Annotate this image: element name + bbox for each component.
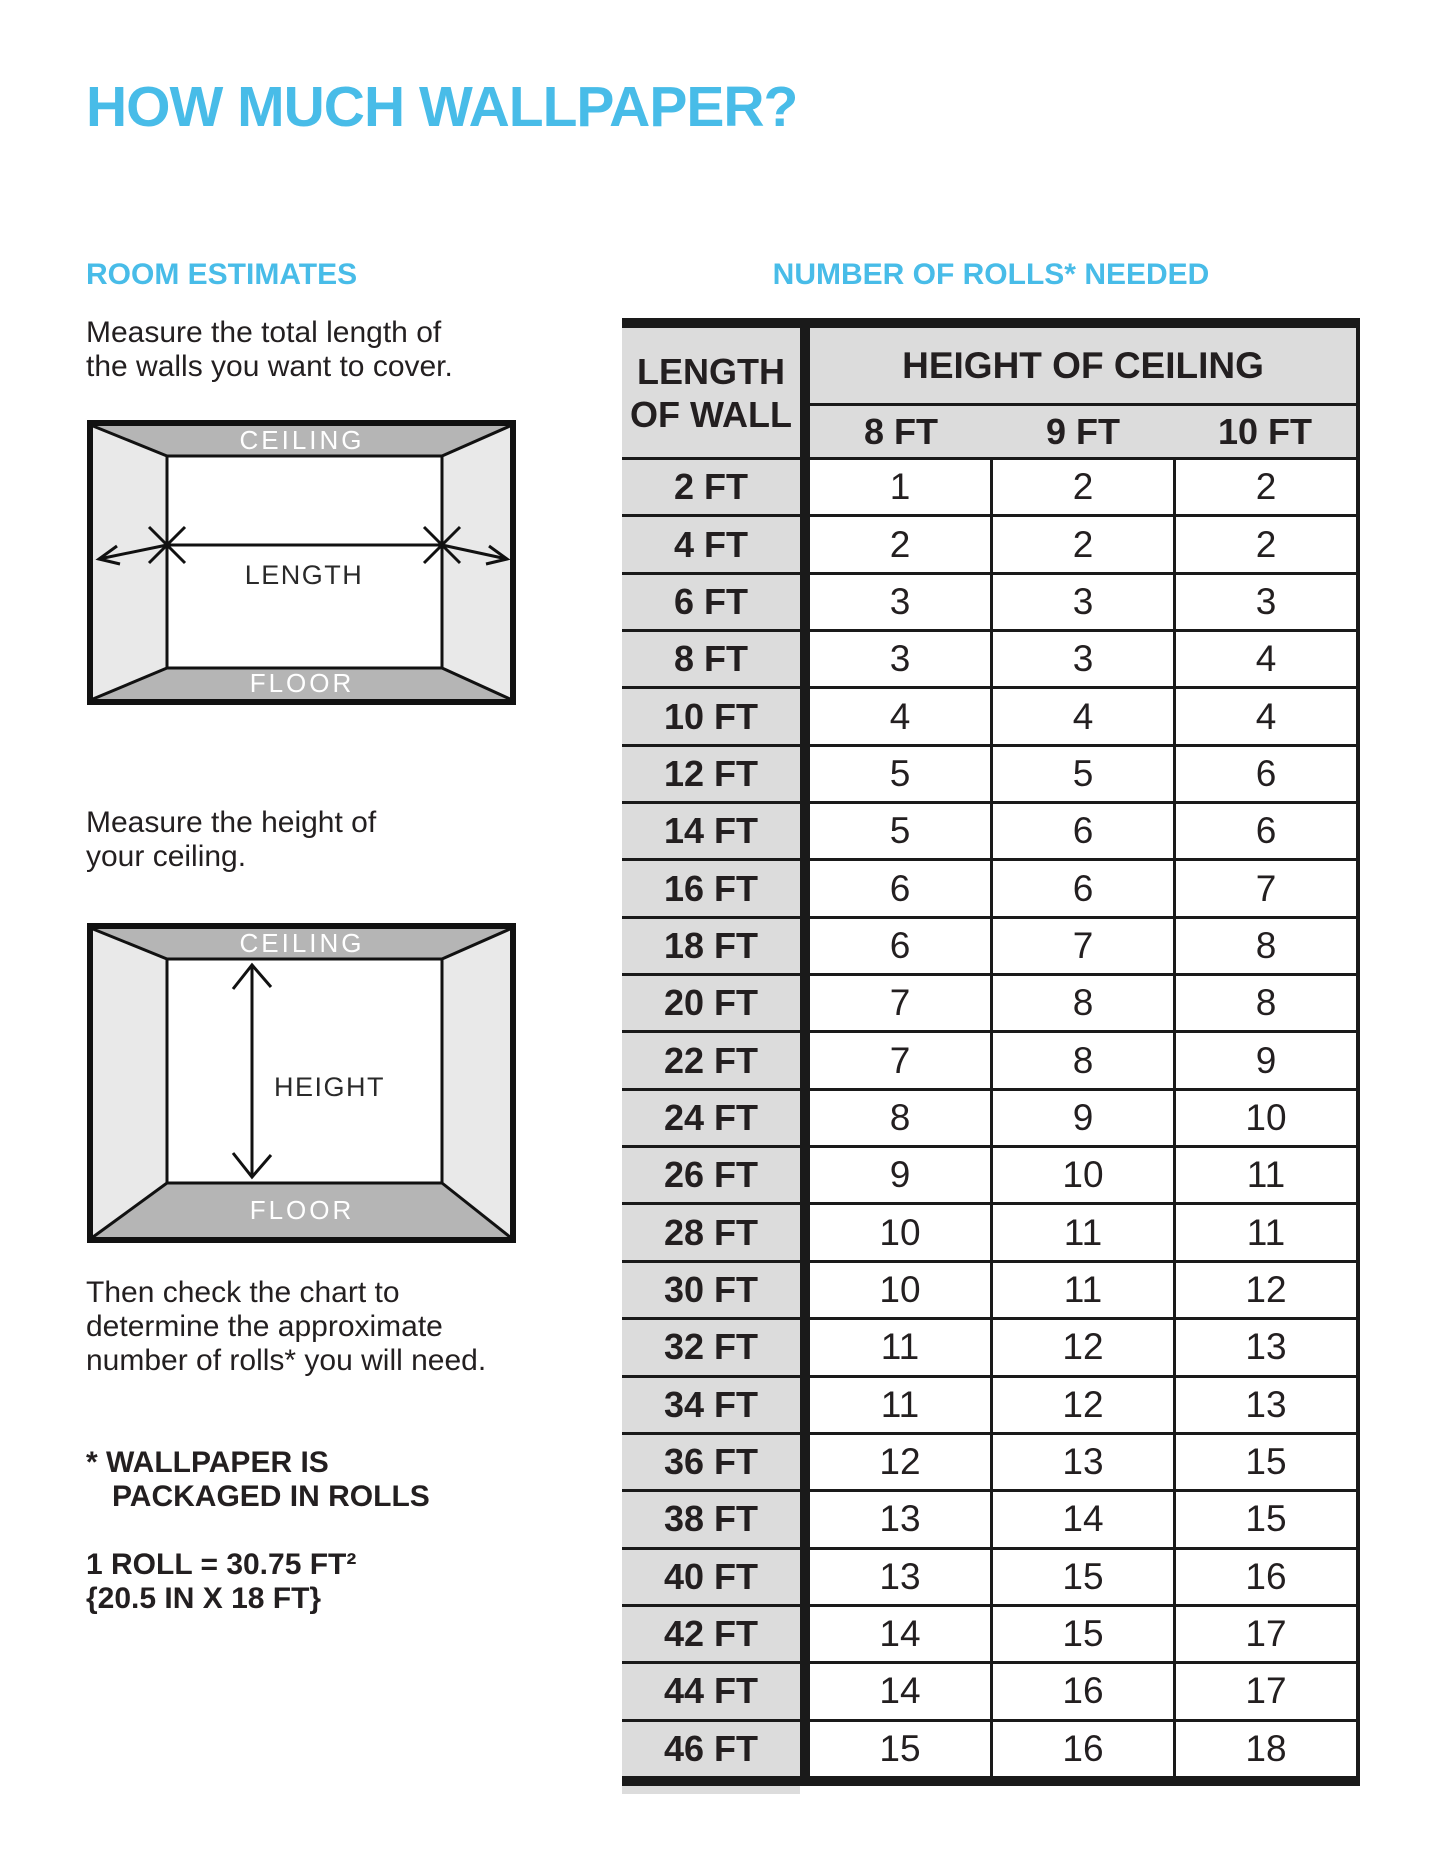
back-wall-surface [167, 959, 442, 1183]
rolls-9ft-cell: 9 [990, 1091, 1173, 1145]
rolls-8ft-cell: 4 [810, 689, 990, 743]
column-divider [800, 1378, 810, 1432]
table-row [622, 1378, 1360, 1435]
rolls-10ft-cell: 13 [1173, 1378, 1360, 1432]
rolls-10ft-cell: 7 [1173, 861, 1360, 915]
column-divider [800, 1664, 810, 1718]
rolls-9ft-cell: 16 [990, 1722, 1173, 1776]
rolls-8ft-cell: 6 [810, 861, 990, 915]
rolls-8ft-cell: 8 [810, 1091, 990, 1145]
rolls-9ft-cell: 2 [990, 517, 1173, 571]
table-row [622, 861, 1360, 918]
table-header [622, 328, 1360, 460]
rolls-10ft-cell: 2 [1173, 517, 1360, 571]
column-divider [800, 575, 810, 629]
left-wall-surface [92, 425, 167, 700]
height-label: HEIGHT [274, 1072, 386, 1102]
table-row [622, 689, 1360, 746]
rolls-10ft-cell: 8 [1173, 976, 1360, 1030]
rolls-10ft-cell: 6 [1173, 804, 1360, 858]
column-divider [800, 1492, 810, 1546]
instruction-line: the walls you want to cover. [86, 350, 453, 383]
table-row [622, 1722, 1360, 1776]
rolls-10ft-cell: 16 [1173, 1550, 1360, 1604]
rolls-9ft-cell: 3 [990, 632, 1173, 686]
rolls-8ft-cell: 13 [810, 1492, 990, 1546]
wall-length-cell: 38 FT [622, 1492, 800, 1546]
rolls-10ft-cell: 13 [1173, 1320, 1360, 1374]
rolls-8ft-cell: 7 [810, 1033, 990, 1087]
table-row [622, 804, 1360, 861]
table-row [622, 747, 1360, 804]
instruction-line: Then check the chart to [86, 1276, 400, 1309]
wall-length-cell: 26 FT [622, 1148, 800, 1202]
table-body [622, 460, 1360, 1776]
rolls-footnote [86, 1446, 430, 1514]
rolls-8ft-cell: 10 [810, 1205, 990, 1259]
column-divider [800, 1607, 810, 1661]
column-header-8ft: 8 FT [863, 410, 938, 452]
instruction-line: determine the approximate [86, 1310, 443, 1343]
rolls-9ft-cell: 8 [990, 976, 1173, 1030]
table-row [622, 1664, 1360, 1721]
measure-height-instruction [86, 806, 376, 874]
floor-label: FLOOR [249, 1195, 355, 1225]
room-estimates-heading: ROOM ESTIMATES [86, 258, 358, 291]
column-header-9ft: 9 FT [1045, 410, 1120, 452]
rolls-9ft-cell: 14 [990, 1492, 1173, 1546]
instruction-line: Measure the height of [86, 806, 377, 839]
table-row [622, 460, 1360, 517]
table-top-border [622, 318, 1360, 328]
rolls-9ft-cell: 3 [990, 575, 1173, 629]
table-row [622, 632, 1360, 689]
rolls-10ft-cell: 4 [1173, 632, 1360, 686]
column-divider [800, 1033, 810, 1087]
table-row [622, 976, 1360, 1033]
wall-length-cell: 36 FT [622, 1435, 800, 1489]
rolls-9ft-cell: 8 [990, 1033, 1173, 1087]
wall-length-cell: 32 FT [622, 1320, 800, 1374]
rolls-9ft-cell: 12 [990, 1320, 1173, 1374]
rolls-9ft-cell: 11 [990, 1205, 1173, 1259]
table-bottom-border [622, 1776, 1360, 1786]
instruction-line: Measure the total length of [86, 316, 442, 349]
rolls-9ft-cell: 7 [990, 919, 1173, 973]
room-height-diagram [87, 923, 516, 1243]
rolls-10ft-cell: 10 [1173, 1091, 1360, 1145]
rolls-8ft-cell: 3 [810, 632, 990, 686]
column-divider [800, 632, 810, 686]
rolls-10ft-cell: 9 [1173, 1033, 1360, 1087]
table-row [622, 1148, 1360, 1205]
wall-length-cell: 46 FT [622, 1722, 800, 1776]
wall-length-cell: 22 FT [622, 1033, 800, 1087]
wall-length-cell: 14 FT [622, 804, 800, 858]
rolls-8ft-cell: 3 [810, 575, 990, 629]
column-divider [800, 1320, 810, 1374]
column-divider [800, 919, 810, 973]
length-label: LENGTH [244, 560, 364, 590]
rolls-8ft-cell: 5 [810, 747, 990, 801]
table-row [622, 1492, 1360, 1549]
wall-length-cell: 2 FT [622, 460, 800, 514]
rolls-10ft-cell: 17 [1173, 1607, 1360, 1661]
wall-length-cell: 40 FT [622, 1550, 800, 1604]
room-length-diagram [87, 420, 516, 705]
rolls-9ft-cell: 12 [990, 1378, 1173, 1432]
column-divider [800, 1722, 810, 1776]
rolls-8ft-cell: 14 [810, 1607, 990, 1661]
rolls-needed-heading: NUMBER OF ROLLS* NEEDED [772, 258, 1210, 291]
floor-label: FLOOR [249, 668, 355, 698]
ceiling-height-subheader-row [810, 406, 1356, 457]
column-divider [800, 1148, 810, 1202]
height-of-ceiling-header: HEIGHT OF CEILING [902, 344, 1264, 386]
table-row [622, 1550, 1360, 1607]
length-of-wall-header [622, 328, 800, 457]
rolls-9ft-cell: 11 [990, 1263, 1173, 1317]
column-divider [800, 460, 810, 514]
rolls-8ft-cell: 13 [810, 1550, 990, 1604]
wall-length-cell: 18 FT [622, 919, 800, 973]
ceiling-label: CEILING [239, 425, 365, 455]
table-row [622, 1091, 1360, 1148]
column-divider [800, 1091, 810, 1145]
rolls-10ft-cell: 2 [1173, 460, 1360, 514]
rolls-9ft-cell: 15 [990, 1607, 1173, 1661]
rolls-8ft-cell: 1 [810, 460, 990, 514]
rolls-10ft-cell: 17 [1173, 1664, 1360, 1718]
table-row [622, 1607, 1360, 1664]
ceiling-label: CEILING [239, 928, 365, 958]
wall-length-cell: 8 FT [622, 632, 800, 686]
rolls-10ft-cell: 18 [1173, 1722, 1360, 1776]
rolls-10ft-cell: 15 [1173, 1492, 1360, 1546]
table-row [622, 1263, 1360, 1320]
rolls-8ft-cell: 6 [810, 919, 990, 973]
column-divider [800, 689, 810, 743]
instruction-line: your ceiling. [86, 840, 247, 873]
rolls-10ft-cell: 12 [1173, 1263, 1360, 1317]
column-divider [800, 804, 810, 858]
rolls-8ft-cell: 11 [810, 1378, 990, 1432]
rolls-8ft-cell: 7 [810, 976, 990, 1030]
column-divider [800, 517, 810, 571]
right-wall-surface [442, 425, 511, 700]
rolls-10ft-cell: 3 [1173, 575, 1360, 629]
footnote-line: PACKAGED IN ROLLS [112, 1480, 430, 1513]
rolls-9ft-cell: 2 [990, 460, 1173, 514]
rolls-10ft-cell: 11 [1173, 1205, 1360, 1259]
rolls-10ft-cell: 15 [1173, 1435, 1360, 1489]
rolls-9ft-cell: 4 [990, 689, 1173, 743]
wall-length-cell: 10 FT [622, 689, 800, 743]
footnote-line: * WALLPAPER IS [86, 1446, 329, 1479]
table-row [622, 575, 1360, 632]
roll-size-line: {20.5 IN X 18 FT} [86, 1582, 322, 1615]
rolls-9ft-cell: 15 [990, 1550, 1173, 1604]
rolls-9ft-cell: 13 [990, 1435, 1173, 1489]
rolls-8ft-cell: 12 [810, 1435, 990, 1489]
rolls-8ft-cell: 10 [810, 1263, 990, 1317]
header-line: LENGTH [637, 350, 785, 392]
wall-length-cell: 34 FT [622, 1378, 800, 1432]
column-divider [800, 976, 810, 1030]
wall-length-cell: 6 FT [622, 575, 800, 629]
wall-length-cell: 12 FT [622, 747, 800, 801]
header-line: OF WALL [630, 393, 792, 435]
wall-length-cell: 24 FT [622, 1091, 800, 1145]
column-divider [800, 747, 810, 801]
table-bottom-gray-tab [622, 1786, 800, 1794]
rolls-10ft-cell: 8 [1173, 919, 1360, 973]
rolls-table [622, 318, 1360, 1794]
table-row [622, 919, 1360, 976]
wall-length-cell: 30 FT [622, 1263, 800, 1317]
column-divider [800, 1435, 810, 1489]
wall-length-cell: 28 FT [622, 1205, 800, 1259]
rolls-8ft-cell: 5 [810, 804, 990, 858]
wall-length-cell: 42 FT [622, 1607, 800, 1661]
table-row [622, 517, 1360, 574]
rolls-8ft-cell: 14 [810, 1664, 990, 1718]
table-row [622, 1320, 1360, 1377]
wall-length-cell: 4 FT [622, 517, 800, 571]
measure-length-instruction [86, 316, 453, 384]
table-row [622, 1205, 1360, 1262]
column-header-10ft: 10 FT [1217, 410, 1313, 452]
table-row [622, 1435, 1360, 1492]
rolls-9ft-cell: 10 [990, 1148, 1173, 1202]
wall-length-cell: 44 FT [622, 1664, 800, 1718]
roll-size-line: 1 ROLL = 30.75 FT² [86, 1548, 357, 1581]
column-divider [800, 1550, 810, 1604]
column-divider [800, 328, 810, 457]
column-divider [800, 1205, 810, 1259]
rolls-9ft-cell: 5 [990, 747, 1173, 801]
rolls-9ft-cell: 6 [990, 804, 1173, 858]
check-chart-instruction [86, 1276, 486, 1378]
rolls-8ft-cell: 11 [810, 1320, 990, 1374]
rolls-10ft-cell: 4 [1173, 689, 1360, 743]
page-title: HOW MUCH WALLPAPER? [86, 75, 798, 139]
rolls-8ft-cell: 15 [810, 1722, 990, 1776]
rolls-8ft-cell: 2 [810, 517, 990, 571]
rolls-10ft-cell: 6 [1173, 747, 1360, 801]
rolls-10ft-cell: 11 [1173, 1148, 1360, 1202]
wall-length-cell: 20 FT [622, 976, 800, 1030]
roll-size-info [86, 1548, 356, 1616]
instruction-line: number of rolls* you will need. [86, 1344, 487, 1377]
table-row [622, 1033, 1360, 1090]
rolls-9ft-cell: 16 [990, 1664, 1173, 1718]
ceiling-height-header-group [810, 328, 1360, 457]
column-divider [800, 1263, 810, 1317]
rolls-8ft-cell: 9 [810, 1148, 990, 1202]
column-divider [800, 861, 810, 915]
rolls-9ft-cell: 6 [990, 861, 1173, 915]
wall-length-cell: 16 FT [622, 861, 800, 915]
